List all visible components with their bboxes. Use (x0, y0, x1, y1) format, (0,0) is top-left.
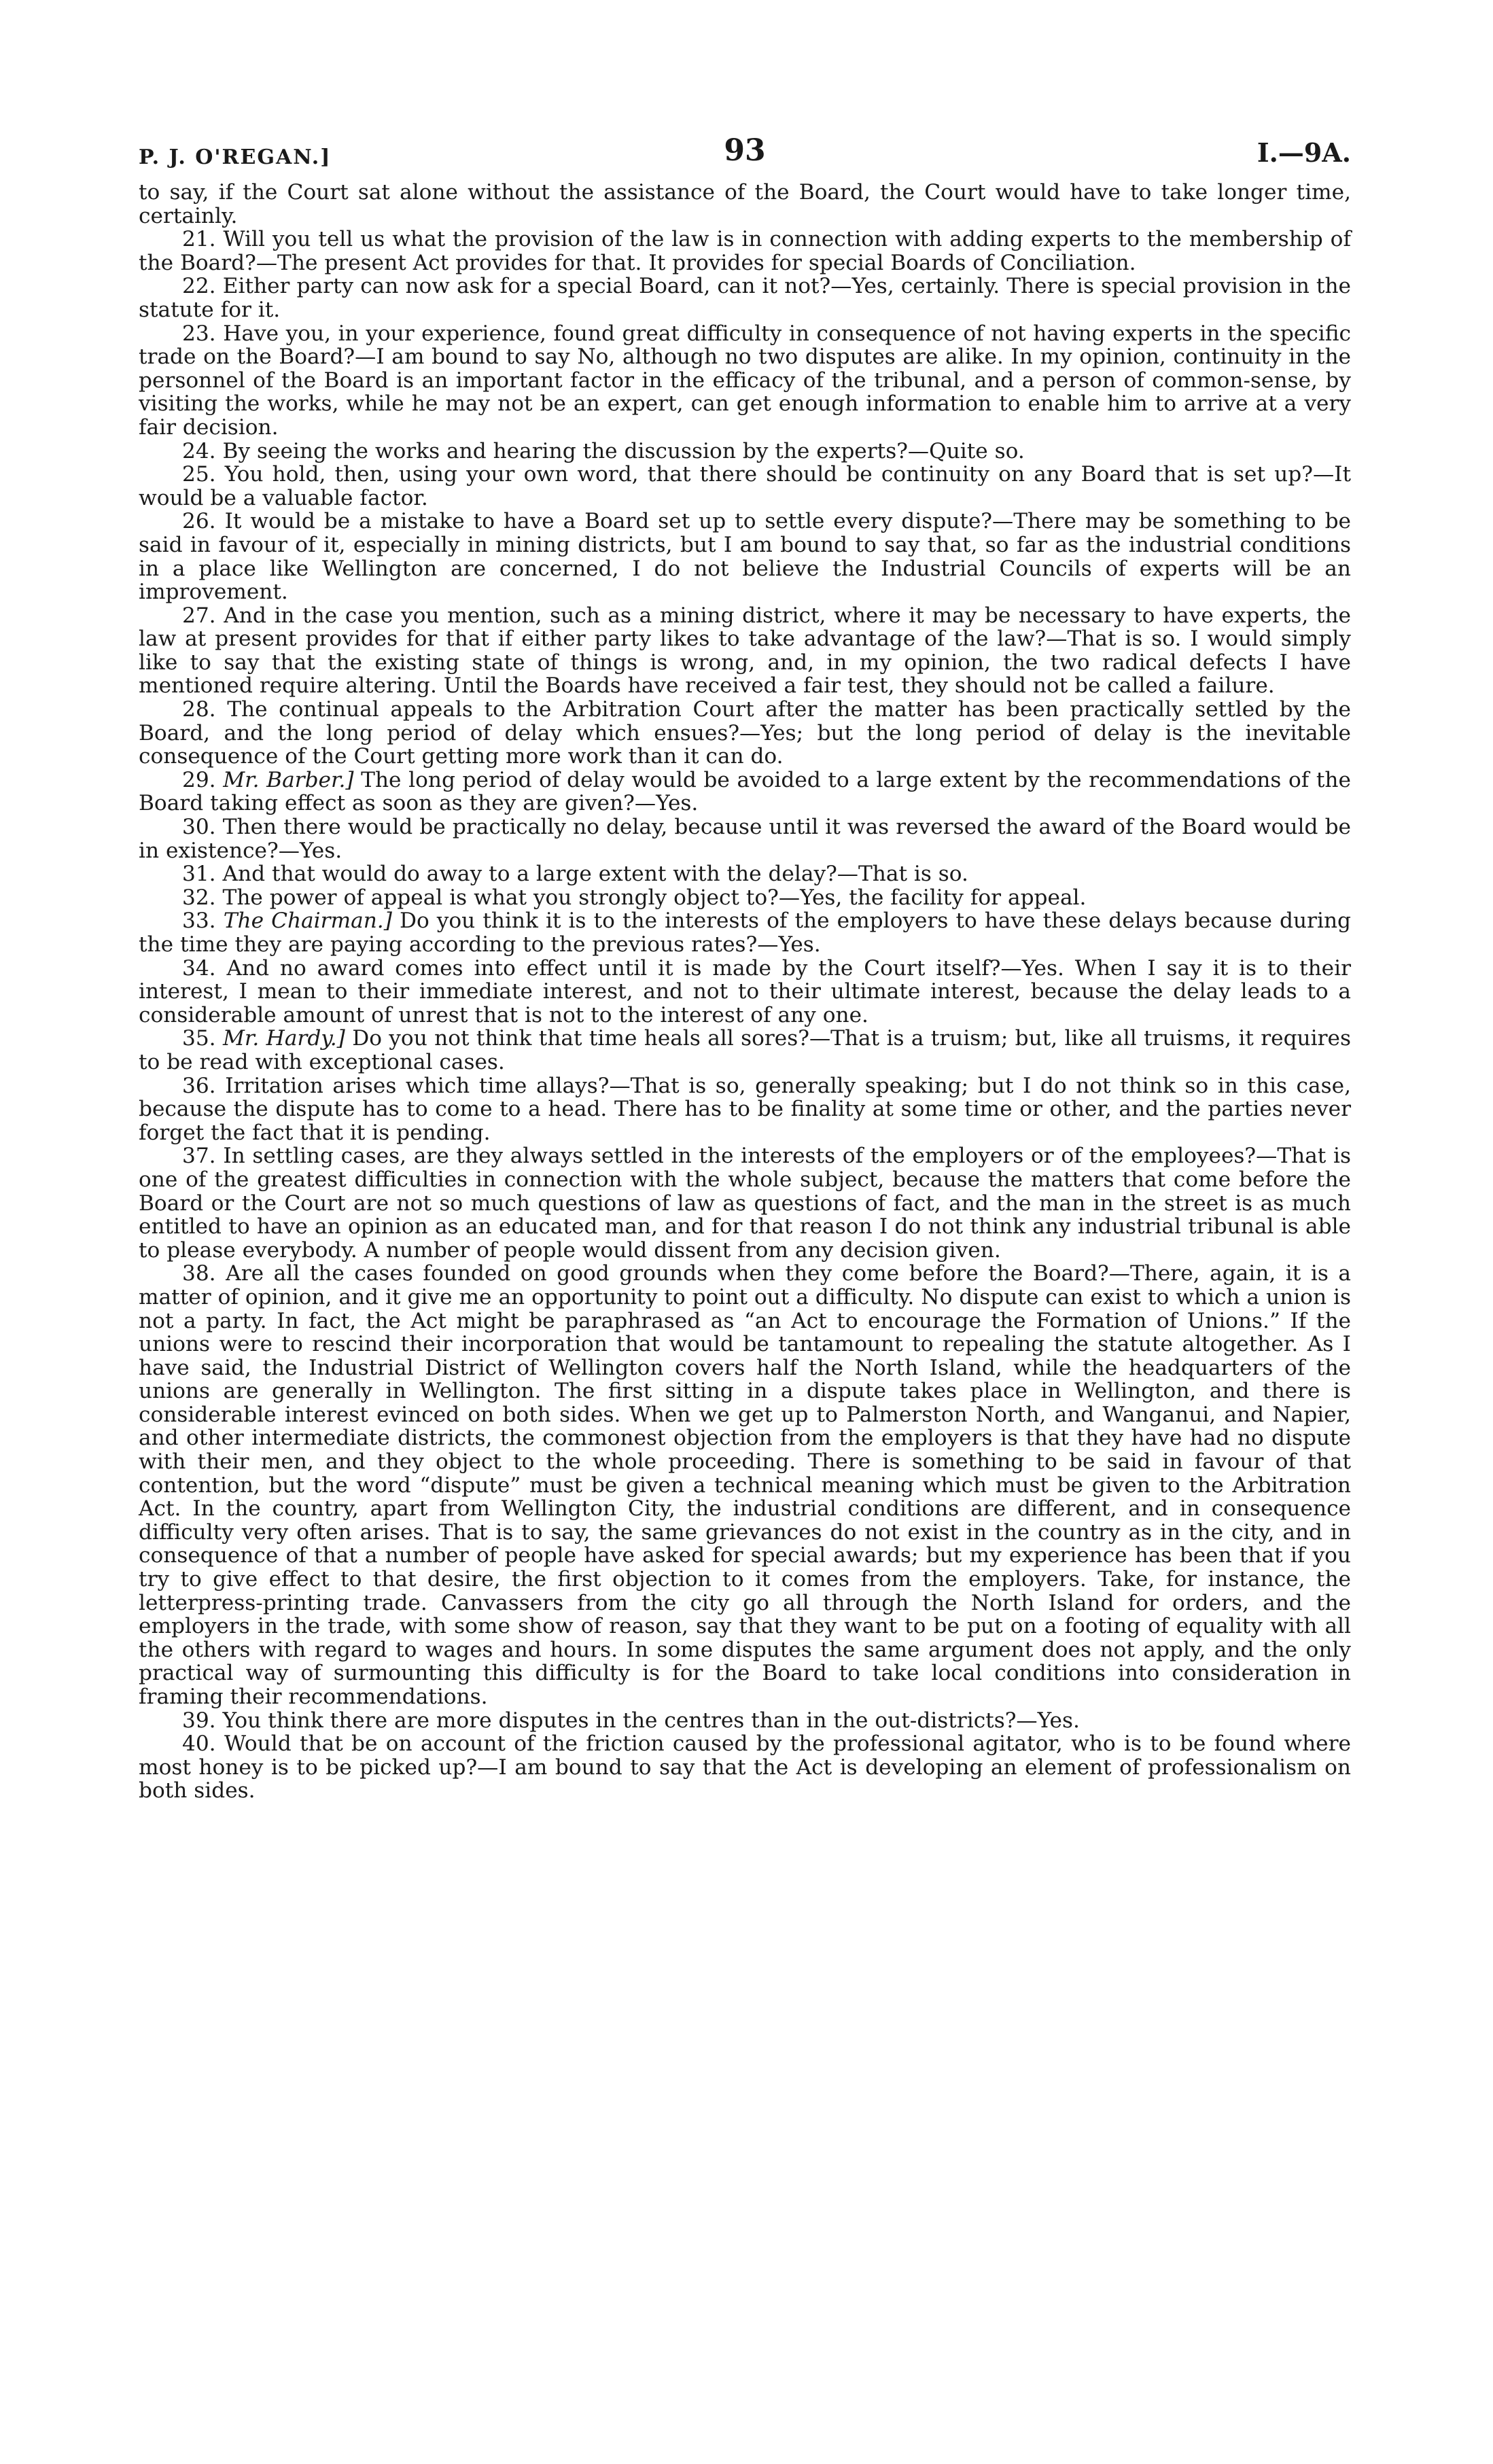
question-number: 36. (182, 1073, 216, 1098)
question-paragraph (139, 275, 1351, 321)
question-number: 28. (182, 697, 216, 722)
page-header (139, 133, 1351, 181)
question-text: Irritation arises which time allays?—That is so, generally speaking; but I do not think so in this case, because the dispute has to come to a head. There has to be finality at some time or other, and the parties never forget the fact that it is pending. (139, 1073, 1351, 1145)
speaker-name: Mr. Barber.] (223, 767, 354, 792)
question-text: Do you think it is to the interests of the employers to have these delays because during the time they are paying according to the previous rates?—Yes. (139, 909, 1351, 957)
question-paragraph (139, 769, 1351, 815)
question-text: Are all the cases founded on good grounds when they come before the Board?—There, again, it is a matter of opinion, and it give me an opportunity to point out a difficulty. No dispute can exist to which a union is not a party. In fact, the Act might be paraphrased as “an Act to encourage the Formation of Unions.” If the unions were to rescind their incorporation that would be tantamount to repealing the statute altogether. As I have said, the Industrial District of Wellington covers half the North Island, while the headquarters of the unions are generally in Wellington. The first sitting in a dispute takes place in Wellington, and there is considerable interest evinced on both sides. When we get up to Palmerston North, and Wanganui, and Napier, and other intermediate districts, the commonest objection from the employers is that they have had no dispute with their men, and they object to the whole proceeding. There is something to be said in favour of that contention, but the word “dispute” must be given a technical meaning which must be given to the Arbitration Act. In the country, apart from Wellington City, the industrial conditions are different, and in consequence difficulty very often arises. That is to say, the same grievances do not exist in the country as in the city, and in consequence of that a number of people have asked for special awards; but my experience has been that if you try to give effect to that desire, the first objection to it comes from the employers. Take, for instance, the letterpress-printing trade. Canvassers from the city go all through the North Island for orders, and the employers in the trade, with some show of reason, say that they want to be put on a footing of equality with all the others with regard to wages and hours. In some disputes the same argument does not apply, and the only practical way of surmounting this difficulty is for the Board to take local conditions into consideration in framing their recommendations. (139, 1261, 1351, 1709)
question-text: And that would do away to a large extent with the delay?—That is so. (222, 862, 968, 887)
question-text: By seeing the works and hearing the discussion by the experts?—Quite so. (222, 438, 1025, 463)
question-number: 38. (182, 1261, 216, 1286)
question-number: 40. (182, 1731, 216, 1757)
question-paragraph (139, 862, 1351, 886)
speaker-name: The Chairman.] (223, 909, 392, 934)
evidence-body (139, 181, 1351, 1803)
question-number: 37. (182, 1144, 216, 1169)
question-paragraph (139, 1074, 1351, 1145)
question-number: 31. (182, 862, 216, 887)
question-number: 26. (182, 509, 216, 534)
witness-name: P. J. O'REGAN.] (139, 145, 332, 169)
question-paragraph (139, 1262, 1351, 1708)
question-text: Then there would be practically no delay, because until it was reversed the award of the Board would be in existence?—Yes. (139, 815, 1351, 863)
question-number: 22. (182, 274, 216, 299)
question-text: And no award comes into effect until it is made by the Court itself?—Yes. When I say it is to their interest, I mean to their immediate interest, and not to their ultimate interest, because the delay leads to a considerable amount of unrest that is not to the interest of any one. (139, 955, 1351, 1027)
question-paragraph (139, 1732, 1351, 1803)
question-number: 23. (182, 321, 216, 346)
question-text: The power of appeal is what you strongly object to?—Yes, the facility for appeal. (222, 885, 1087, 910)
question-text: Would that be on account of the friction caused by the professional agitator, who is to be found where most honey is to be picked up?—I am bound to say that the Act is developing an element of professionalism on both sides. (139, 1731, 1351, 1803)
question-text: It would be a mistake to have a Board set up to settle every dispute?—There may be something to be said in favour of it, especially in mining districts, but I am bound to say that, so far as the industrial conditions in a place like Wellington are concerned, I do not believe the Industrial Councils of experts will be an improvement. (139, 509, 1351, 605)
question-text: You hold, then, using your own word, that there should be continuity on any Board that is set up?—It would be a valuable factor. (139, 462, 1351, 510)
page-number: 93 (724, 133, 766, 168)
question-paragraph (139, 1027, 1351, 1074)
question-list (139, 228, 1351, 1803)
question-number: 21. (182, 227, 216, 252)
question-text: In settling cases, are they always settled in the interests of the employers or of the employees?—That is one of the greatest difficulties in connection with the whole subject, because the matters that come before the Board or the Court are not so much questions of law as questions of fact, and the man in the street is as much entitled to have an opinion as an educated man, and for that reason I do not think any industrial tribunal is able to please everybody. A number of people would dissent from any decision given. (139, 1144, 1351, 1263)
question-text: Will you tell us what the provision of the law is in connection with adding experts to the membership of the Board?—The present Act provides for that. It provides for special Boards of Conciliation. (139, 227, 1351, 275)
document-page (139, 133, 1351, 1803)
question-number: 27. (182, 603, 216, 628)
question-text: The continual appeals to the Arbitration Court after the matter has been practically settled by the Board, and the long period of delay which ensues?—Yes; but the long period of delay is the inevitable consequence of the Court getting more work than it can do. (139, 697, 1351, 769)
question-paragraph (139, 322, 1351, 440)
question-paragraph (139, 510, 1351, 603)
speaker-name: Mr. Hardy.] (222, 1026, 345, 1051)
document-reference: I.—9A. (1257, 137, 1351, 168)
question-paragraph (139, 228, 1351, 275)
question-paragraph (139, 440, 1351, 463)
question-paragraph (139, 957, 1351, 1027)
question-paragraph (139, 815, 1351, 862)
continuation-paragraph: to say, if the Court sat alone without the assistance of the Board, the Court would have to take longer time, certainly. (139, 180, 1351, 228)
question-text: Do you not think that time heals all sores?—That is a truism; but, like all truisms, it requires to be read with exceptional cases. (139, 1026, 1351, 1074)
question-number: 35. (182, 1026, 216, 1051)
question-number: 32. (182, 885, 216, 910)
question-text: You think there are more disputes in the centres than in the out-districts?—Yes. (222, 1708, 1080, 1733)
question-number: 33. (182, 909, 216, 934)
question-text: Have you, in your experience, found great difficulty in consequence of not having experts in the specific trade on the Board?—I am bound to say No, although no two disputes are alike. In my opinion, continuity in the personnel of the Board is an important factor in the efficacy of the tribunal, and a person of common-sense, by visiting the works, while he may not be an expert, can get enough information to enable him to arrive at a very fair decision. (139, 321, 1351, 440)
question-text: Either party can now ask for a special Board, can it not?—Yes, certainly. There is special provision in the statute for it. (139, 274, 1351, 322)
question-number: 25. (182, 462, 216, 487)
question-number: 30. (182, 815, 216, 840)
question-paragraph (139, 1709, 1351, 1733)
question-number: 39. (182, 1708, 216, 1733)
question-paragraph (139, 886, 1351, 910)
question-paragraph (139, 698, 1351, 769)
question-paragraph (139, 604, 1351, 698)
question-text: The long period of delay would be avoided to a large extent by the recommendations of the Board taking effect as soon as they are given?—Yes. (139, 767, 1351, 816)
question-number: 24. (182, 438, 216, 463)
question-paragraph (139, 909, 1351, 956)
question-text: And in the case you mention, such as a mining district, where it may be necessary to have experts, the law at present provides for that if either party likes to take advantage of the law?—That is so. I would simply like to say that the existing state of things is wrong, and, in my opinion, the two radical defects I have mentioned require altering. Until the Boards have received a fair test, they should not be called a failure. (139, 603, 1351, 699)
question-paragraph (139, 1144, 1351, 1262)
question-number: 29. (182, 767, 216, 792)
question-paragraph (139, 463, 1351, 510)
question-number: 34. (182, 955, 216, 981)
